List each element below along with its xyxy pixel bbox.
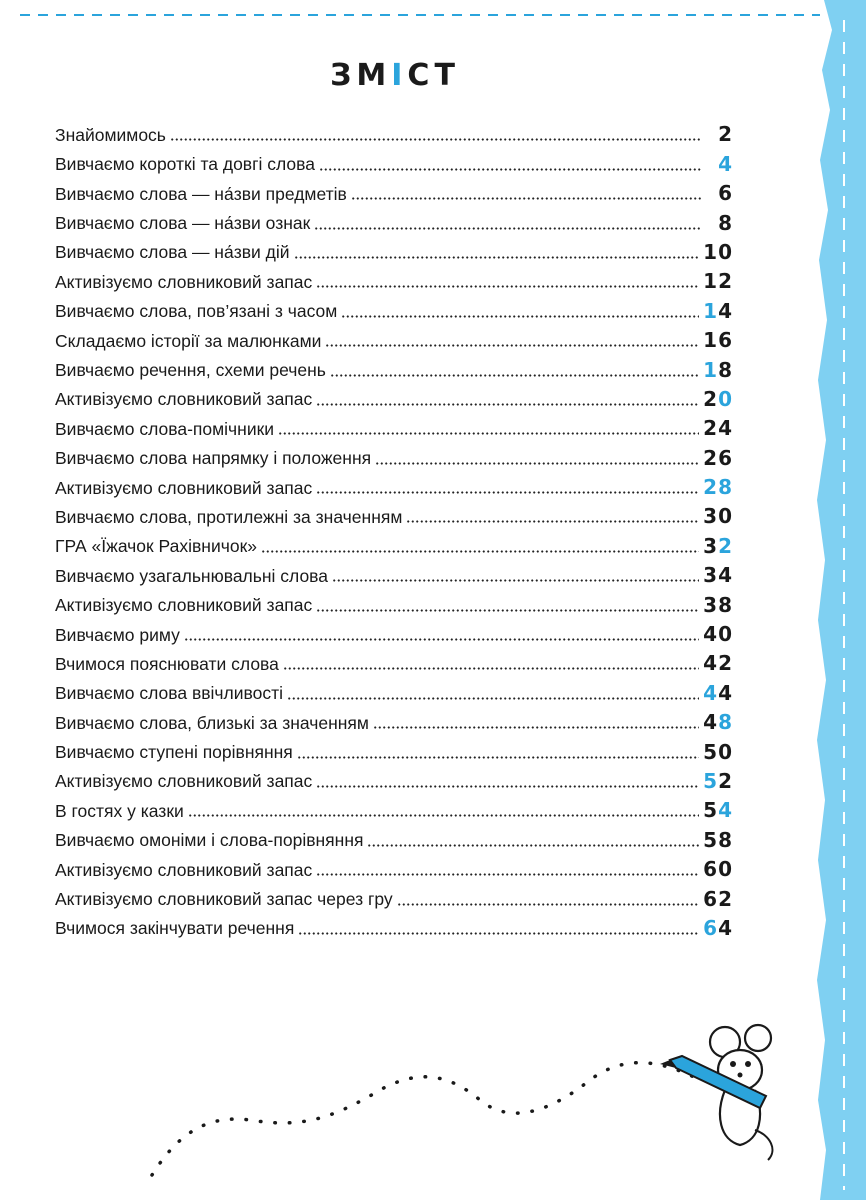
title-accent-letter: І <box>391 58 408 93</box>
toc-dot-leader <box>351 197 701 200</box>
toc-entry <box>55 350 733 382</box>
toc-entry-label: Знайомимось <box>55 124 166 145</box>
toc-entry-label: Активізуємо словниковий запас <box>55 771 313 792</box>
toc-entry-label: В гостях у казки <box>55 800 184 821</box>
toc-dot-leader <box>261 550 699 553</box>
toc-dot-leader <box>375 462 699 465</box>
toc-entry-label: Вивчаємо омоніми і слова-порівняння <box>55 830 364 851</box>
toc-entry-label: Вивчаємо слова ввічливості <box>55 683 284 704</box>
toc-entry-page: 32 <box>703 533 733 558</box>
toc-entry <box>55 556 733 588</box>
toc-dot-leader <box>316 785 699 788</box>
toc-dot-leader <box>316 873 699 876</box>
toc-entry-page: 52 <box>703 768 733 793</box>
toc-dot-leader <box>170 138 701 141</box>
toc-dot-leader <box>316 491 699 494</box>
toc-entry-label: Активізуємо словниковий запас <box>55 389 313 410</box>
toc-entry <box>55 409 733 441</box>
toc-dot-leader <box>287 697 699 700</box>
toc-entry <box>55 762 733 791</box>
toc-entry-label: Вчимося пояснювати слова <box>55 653 279 674</box>
toc-dot-leader <box>316 609 699 612</box>
toc-entry-page: 28 <box>703 475 733 500</box>
toc-entry-page: 20 <box>703 386 733 411</box>
toc-entry-page: 50 <box>703 739 733 764</box>
toc-entry-label: Активізуємо словниковий запас <box>55 859 313 880</box>
toc-entry <box>55 144 733 176</box>
toc-entry-page: 54 <box>703 798 733 823</box>
toc-entry-label: Вивчаємо ступені порівняння <box>55 742 293 763</box>
toc-entry-label: Складаємо історії за малюнками <box>55 330 322 351</box>
toc-dot-leader <box>397 903 700 906</box>
toc-dot-leader <box>184 638 699 641</box>
toc-entry-page: 38 <box>703 592 733 617</box>
toc-entry-page: 30 <box>703 504 733 529</box>
toc-entry <box>55 497 733 529</box>
toc-entry-page: 64 <box>703 915 733 940</box>
toc-entry-label: Вивчаємо слова — на́зви дій <box>55 242 290 263</box>
toc-dot-leader <box>316 403 699 406</box>
toc-entry-page: 4 <box>718 151 733 176</box>
toc-entry-label: Вивчаємо короткі та довгі слова <box>55 154 315 175</box>
toc-entry-label: Вивчаємо слова напрямку і положення <box>55 448 372 469</box>
toc-entry-label: Активізуємо словниковий запас <box>55 477 313 498</box>
toc-entry <box>55 174 733 206</box>
toc-entry-label: Вивчаємо узагальнювальні слова <box>55 565 329 586</box>
toc-entry-page: 6 <box>718 181 733 206</box>
toc-entry-page: 18 <box>703 357 733 382</box>
side-strip <box>810 0 866 1200</box>
toc-entry-label: Вивчаємо слова — на́зви ознак <box>55 213 311 234</box>
toc-entry-label: Вивчаємо слова, близькі за значенням <box>55 712 369 733</box>
toc-dot-leader <box>297 756 699 759</box>
toc-dot-leader <box>294 256 700 259</box>
toc-dot-leader <box>283 667 699 670</box>
toc-dot-leader <box>325 344 699 347</box>
toc-dot-leader <box>332 579 699 582</box>
toc-entry <box>55 526 733 558</box>
toc-entry-page: 44 <box>703 680 733 705</box>
toc-entry-label: Вивчаємо речення, схеми речень <box>55 360 326 381</box>
toc-entry-page: 34 <box>703 563 733 588</box>
page-title <box>0 58 790 93</box>
top-dashed-border <box>0 0 866 30</box>
dotted-path-doodle <box>140 1020 780 1190</box>
title-prefix: ЗМ <box>330 58 392 93</box>
toc-dot-leader <box>330 374 699 377</box>
mouse-with-pencil-icon <box>660 1025 772 1160</box>
toc-entry <box>55 380 733 409</box>
toc-entry-label: Вивчаємо слова, пов’язані з часом <box>55 301 338 322</box>
toc-dot-leader <box>341 315 699 318</box>
toc-entry <box>55 291 733 323</box>
toc-entry <box>55 585 733 617</box>
toc-dot-leader <box>406 520 699 523</box>
toc-entry-page: 62 <box>703 886 733 911</box>
toc-dot-leader <box>367 844 699 847</box>
toc-entry-page: 16 <box>703 328 733 353</box>
toc-entry-page: 60 <box>703 857 733 882</box>
toc-entry-label: Активізуємо словниковий запас <box>55 595 313 616</box>
toc-entry-label: Вивчаємо риму <box>55 624 180 645</box>
toc-entry-page: 40 <box>703 622 733 647</box>
toc-dot-leader <box>316 285 699 288</box>
toc-entry <box>55 820 733 852</box>
toc-entry-label: Активізуємо словниковий запас через гру <box>55 889 393 910</box>
toc-entry <box>55 321 733 353</box>
toc-entry-page: 10 <box>703 239 733 264</box>
toc-entry <box>55 468 733 500</box>
toc-dot-leader <box>298 932 699 935</box>
toc-entry <box>55 615 733 647</box>
toc-dot-leader <box>314 227 701 230</box>
toc-entry-label: Вивчаємо слова, протилежні за значенням <box>55 506 403 527</box>
toc-entry <box>55 732 733 764</box>
toc-dot-leader <box>373 726 699 729</box>
toc-dot-leader <box>319 168 701 171</box>
toc-entry-label: ГРА «Їжачок Рахівничок» <box>55 536 257 557</box>
toc-entry <box>55 233 733 262</box>
toc-entry <box>55 262 733 294</box>
toc-dot-leader <box>278 432 699 435</box>
toc-entry-label: Вивчаємо слова-помічники <box>55 418 275 439</box>
toc-entry <box>55 673 733 705</box>
table-of-contents <box>55 115 733 938</box>
toc-entry-page: 26 <box>703 445 733 470</box>
toc-entry-label: Вчимося закінчувати речення <box>55 918 295 939</box>
toc-entry-page: 24 <box>703 416 733 441</box>
toc-entry <box>55 850 733 882</box>
title-suffix: СТ <box>407 58 460 93</box>
toc-dot-leader <box>188 814 699 817</box>
toc-entry-page: 48 <box>703 710 733 735</box>
toc-entry <box>55 791 733 823</box>
toc-entry <box>55 879 733 911</box>
toc-entry-page: 42 <box>703 651 733 676</box>
toc-entry <box>55 644 733 676</box>
toc-entry-label: Вивчаємо слова — на́зви предметів <box>55 183 347 204</box>
toc-entry-page: 58 <box>703 827 733 852</box>
toc-entry-page: 12 <box>703 269 733 294</box>
toc-entry <box>55 438 733 470</box>
toc-entry-page: 2 <box>718 122 733 147</box>
toc-entry-page: 8 <box>718 210 733 235</box>
toc-entry <box>55 909 733 938</box>
toc-entry <box>55 115 733 147</box>
toc-entry-page: 14 <box>703 298 733 323</box>
toc-entry-label: Активізуємо словниковий запас <box>55 271 313 292</box>
toc-entry <box>55 203 733 235</box>
toc-entry <box>55 703 733 735</box>
